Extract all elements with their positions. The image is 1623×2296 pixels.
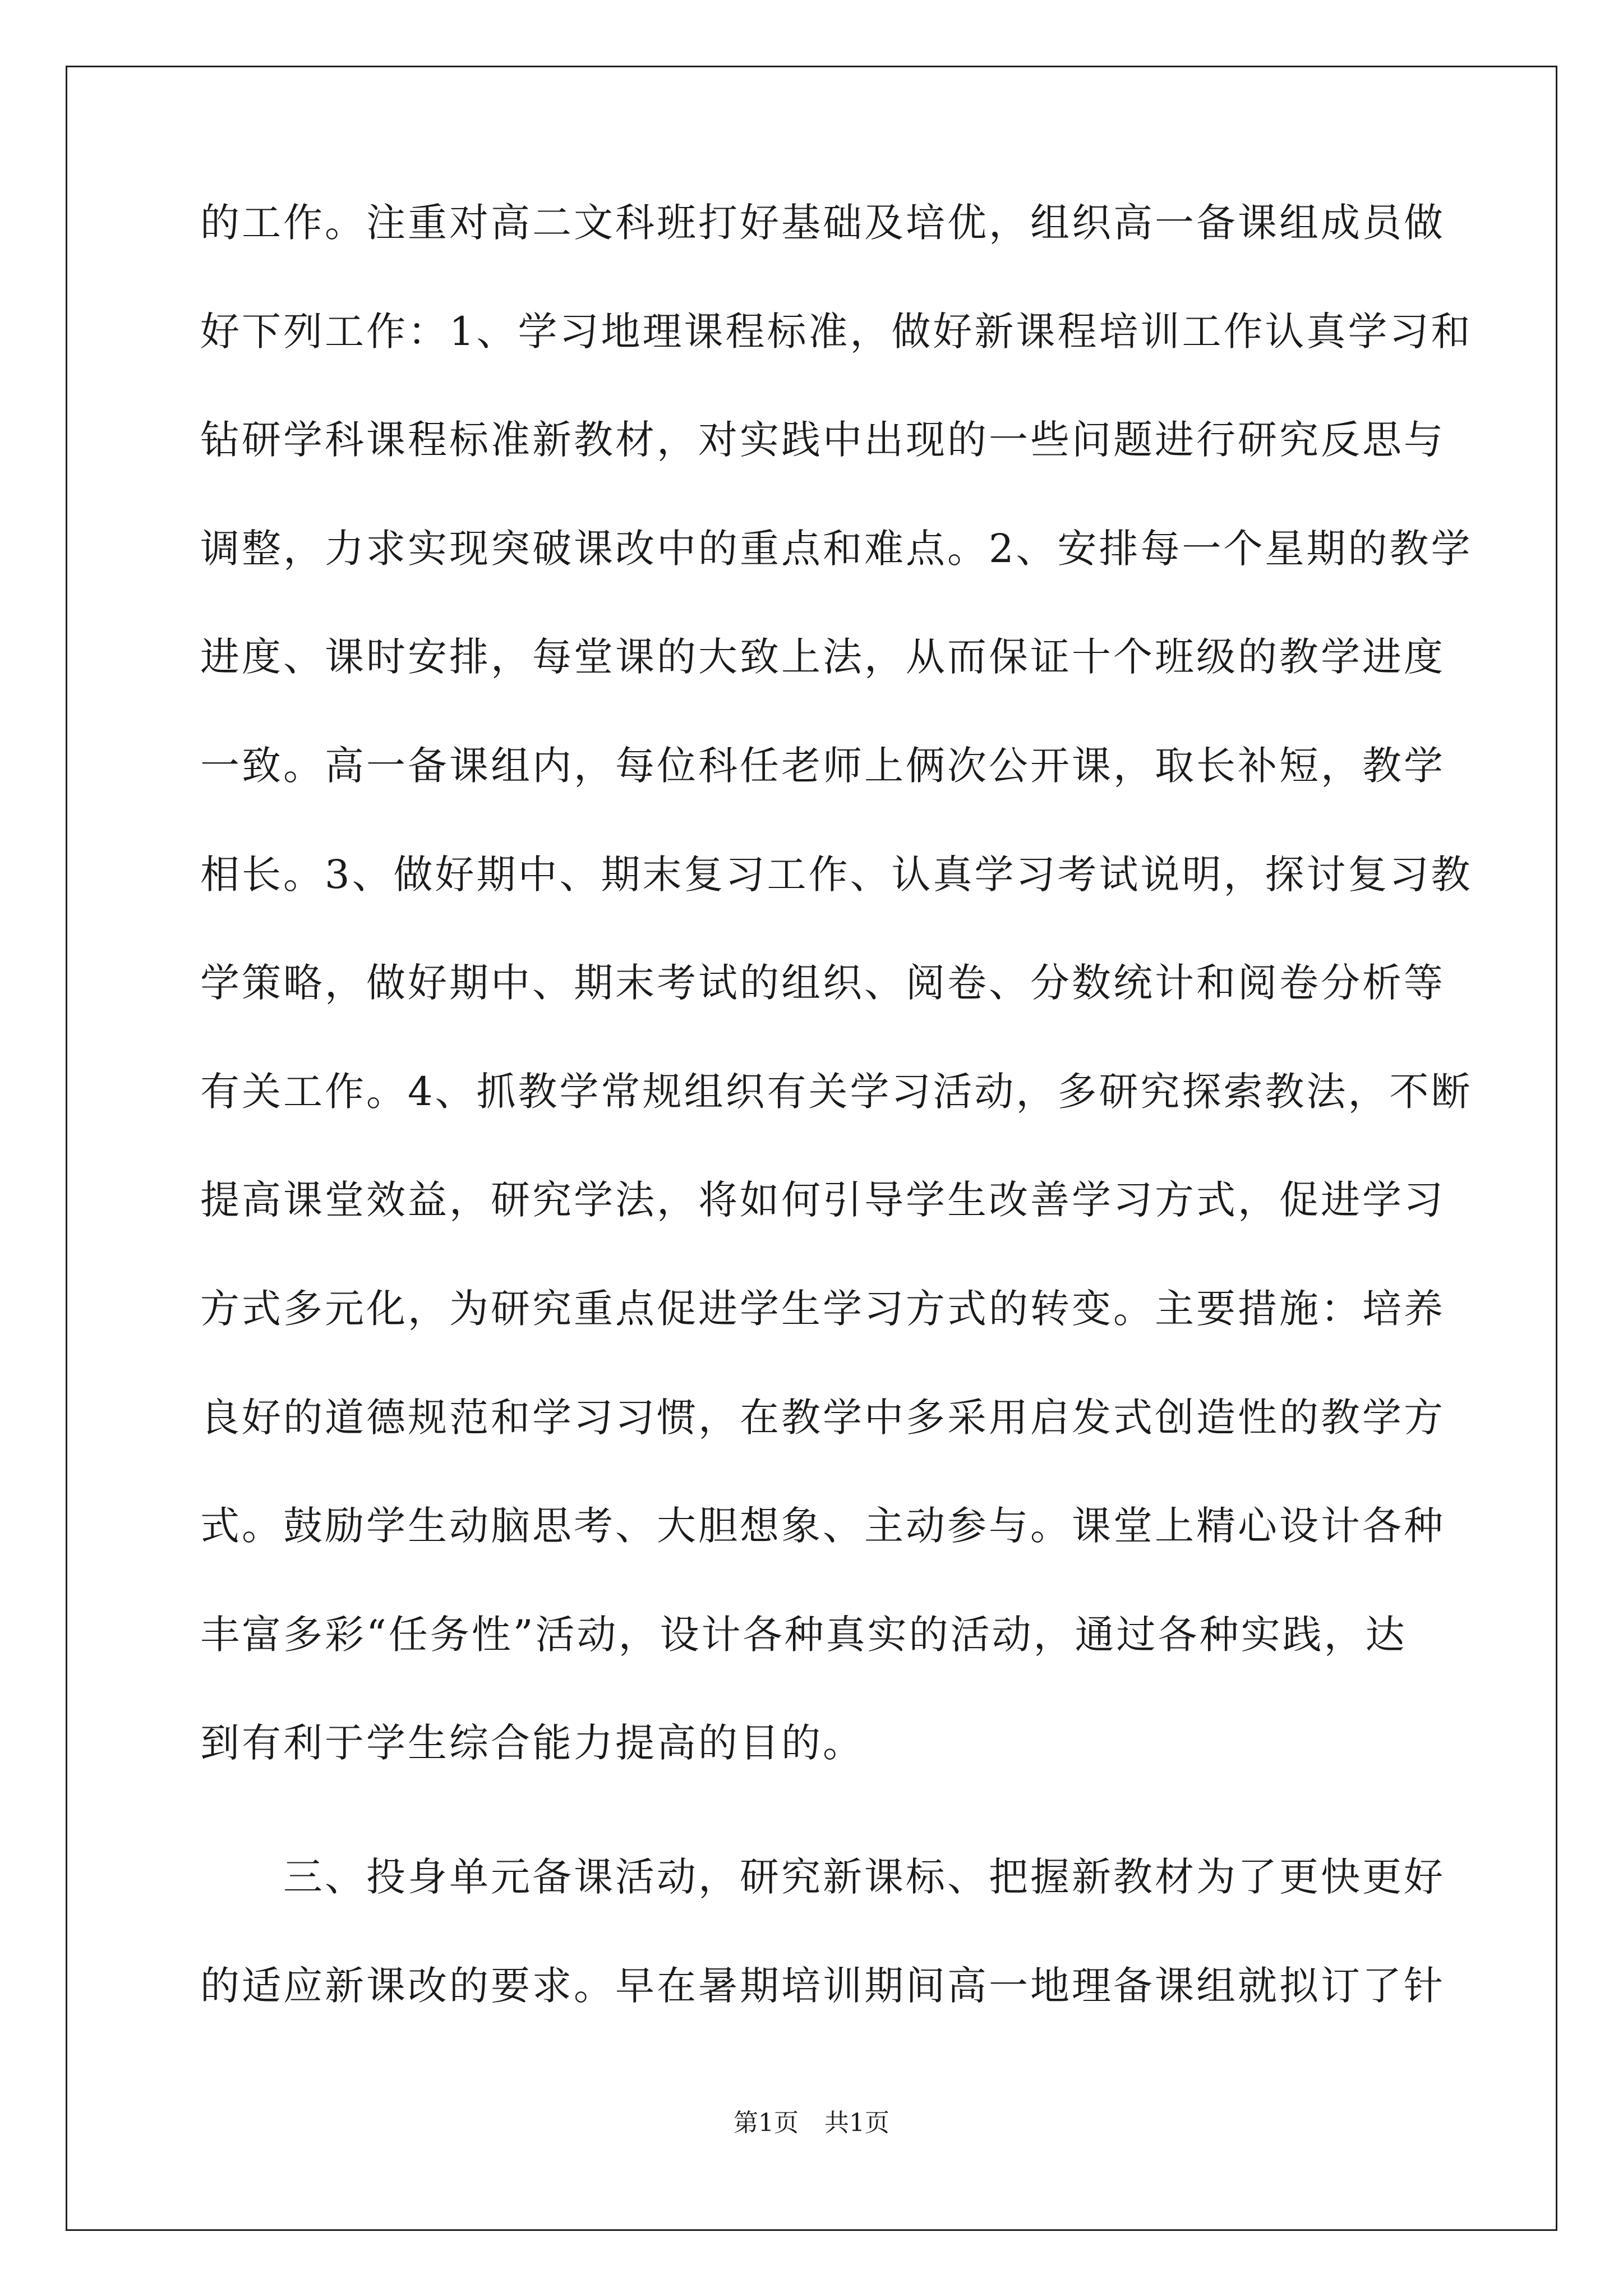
text-line: 好下列工作：1、学习地理课程标准，做好新课程培训工作认真学习和 — [200, 308, 1473, 355]
document-body — [200, 200, 1473, 2074]
text-line: 丰富多彩“任务性”活动，设计各种真实的活动，通过各种实践，达 — [200, 1611, 1407, 1658]
text-line: 方式多元化，为研究重点促进学生学习方式的转变。主要措施：培养 — [200, 1285, 1445, 1332]
text-line: 一致。高一备课组内，每位科任老师上俩次公开课，取长补短，教学 — [200, 742, 1445, 789]
paragraph-1 — [200, 200, 1473, 1766]
page-footer — [0, 2111, 1623, 2136]
text-line: 良好的道德规范和学习习惯，在教学中多采用启发式创造性的教学方 — [200, 1394, 1445, 1441]
text-line: 进度、课时安排，每堂课的大致上法，从而保证十个班级的教学进度 — [200, 634, 1445, 680]
text-line: 相长。3、做好期中、期末复习工作、认真学习考试说明，探讨复习教 — [200, 851, 1473, 898]
text-line: 有关工作。4、抓教学常规组织有关学习活动，多研究探索教法，不断 — [200, 1068, 1473, 1115]
page-number: 第1页 — [734, 2109, 799, 2137]
text-line: 调整，力求实现突破课改中的重点和难点。2、安排每一个星期的教学 — [200, 525, 1473, 572]
text-line: 三、投身单元备课活动，研究新课标、把握新教材为了更快更好 — [283, 1853, 1445, 1900]
text-line: 的工作。注重对高二文科班打好基础及培优，组织高一备课组成员做 — [200, 200, 1445, 246]
text-line: 提高课堂效益，研究学法，将如何引导学生改善学习方式，促进学习 — [200, 1177, 1445, 1223]
page-total: 共1页 — [824, 2109, 889, 2137]
text-line: 学策略，做好期中、期末考试的组织、阅卷、分数统计和阅卷分析等 — [200, 960, 1445, 1006]
text-line: 式。鼓励学生动脑思考、大胆想象、主动参与。课堂上精心设计各种 — [200, 1503, 1445, 1549]
text-line: 钻研学科课程标准新教材，对实践中出现的一些问题进行研究反思与 — [200, 417, 1445, 463]
text-line: 的适应新课改的要求。早在暑期培训期间高一地理备课组就拟订了针 — [200, 1962, 1445, 2009]
paragraph-2 — [200, 1853, 1445, 2009]
text-line: 到有利于学生综合能力提高的目的。 — [200, 1720, 864, 1766]
